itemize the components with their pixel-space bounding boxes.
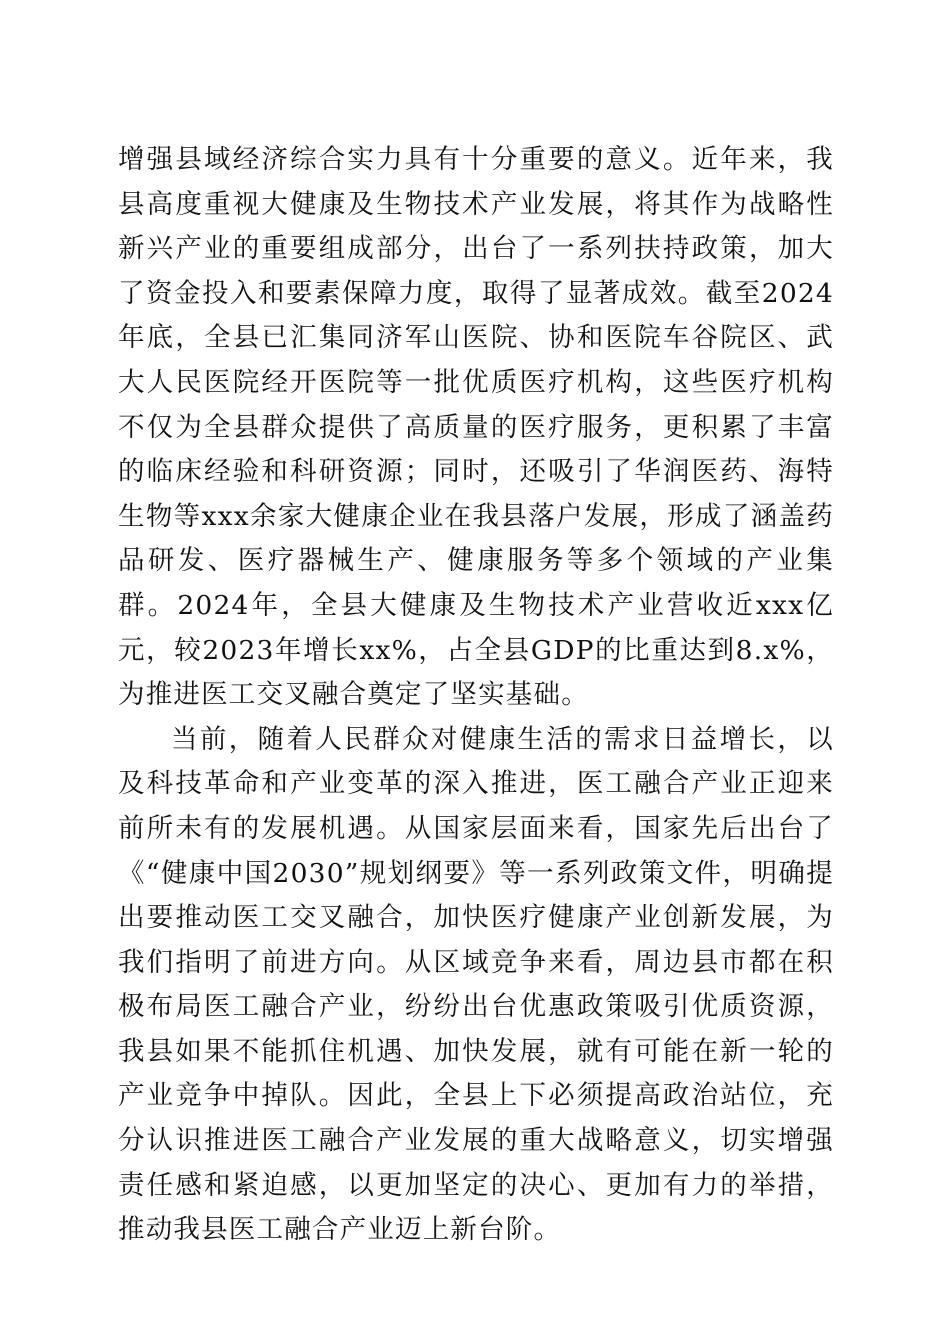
paragraph-current-situation: 当前，随着人民群众对健康生活的需求日益增长，以及科技革命和产业变革的深入推进，医工融合产业正迎来前所未有的发展机遇。从国家层面来看，国家先后出台了《“健康中国2030”规划纲要》等一系列政策文件，明确提出要推动医工交叉融合，加快医疗健康产业创新发展，为我们指明了前进方向。从区域竞争来看，周边县市都在积极布局医工融合产业，纷纷出台优惠政策吸引优质资源，我县如果不能抓住机遇、加快发展，就有可能在新一轮的产业竞争中掉队。因此，全县上下必须提高政治站位，充分认识推进医工融合产业发展的重大战略意义，切实增强责任感和紧迫感，以更加坚定的决心、更加有力的举措，推动我县医工融合产业迈上新台阶。 xyxy=(118,723,834,1246)
paragraph-continued: 增强县域经济综合实力具有十分重要的意义。近年来，我县高度重视大健康及生物技术产业发展，将其作为战略性新兴产业的重要组成部分，出台了一系列扶持政策，加大了资金投入和要素保障力度，取得了显著成效。截至2024年底，全县已汇集同济军山医院、协和医院车谷院区、武大人民医院经开医院等一批优质医疗机构，这些医疗机构不仅为全县群众提供了高质量的医疗服务，更积累了丰富的临床经验和科研资源；同时，还吸引了华润医药、海特生物等xxx余家大健康企业在我县落户发展，形成了涵盖药品研发、医疗器械生产、健康服务等多个领域的产业集群。2024年，全县大健康及生物技术产业营收近xxx亿元，较2023年增长xx%，占全县GDP的比重达到8.x%，为推进医工交叉融合奠定了坚实基础。 xyxy=(118,144,834,711)
document-body xyxy=(118,138,834,1253)
